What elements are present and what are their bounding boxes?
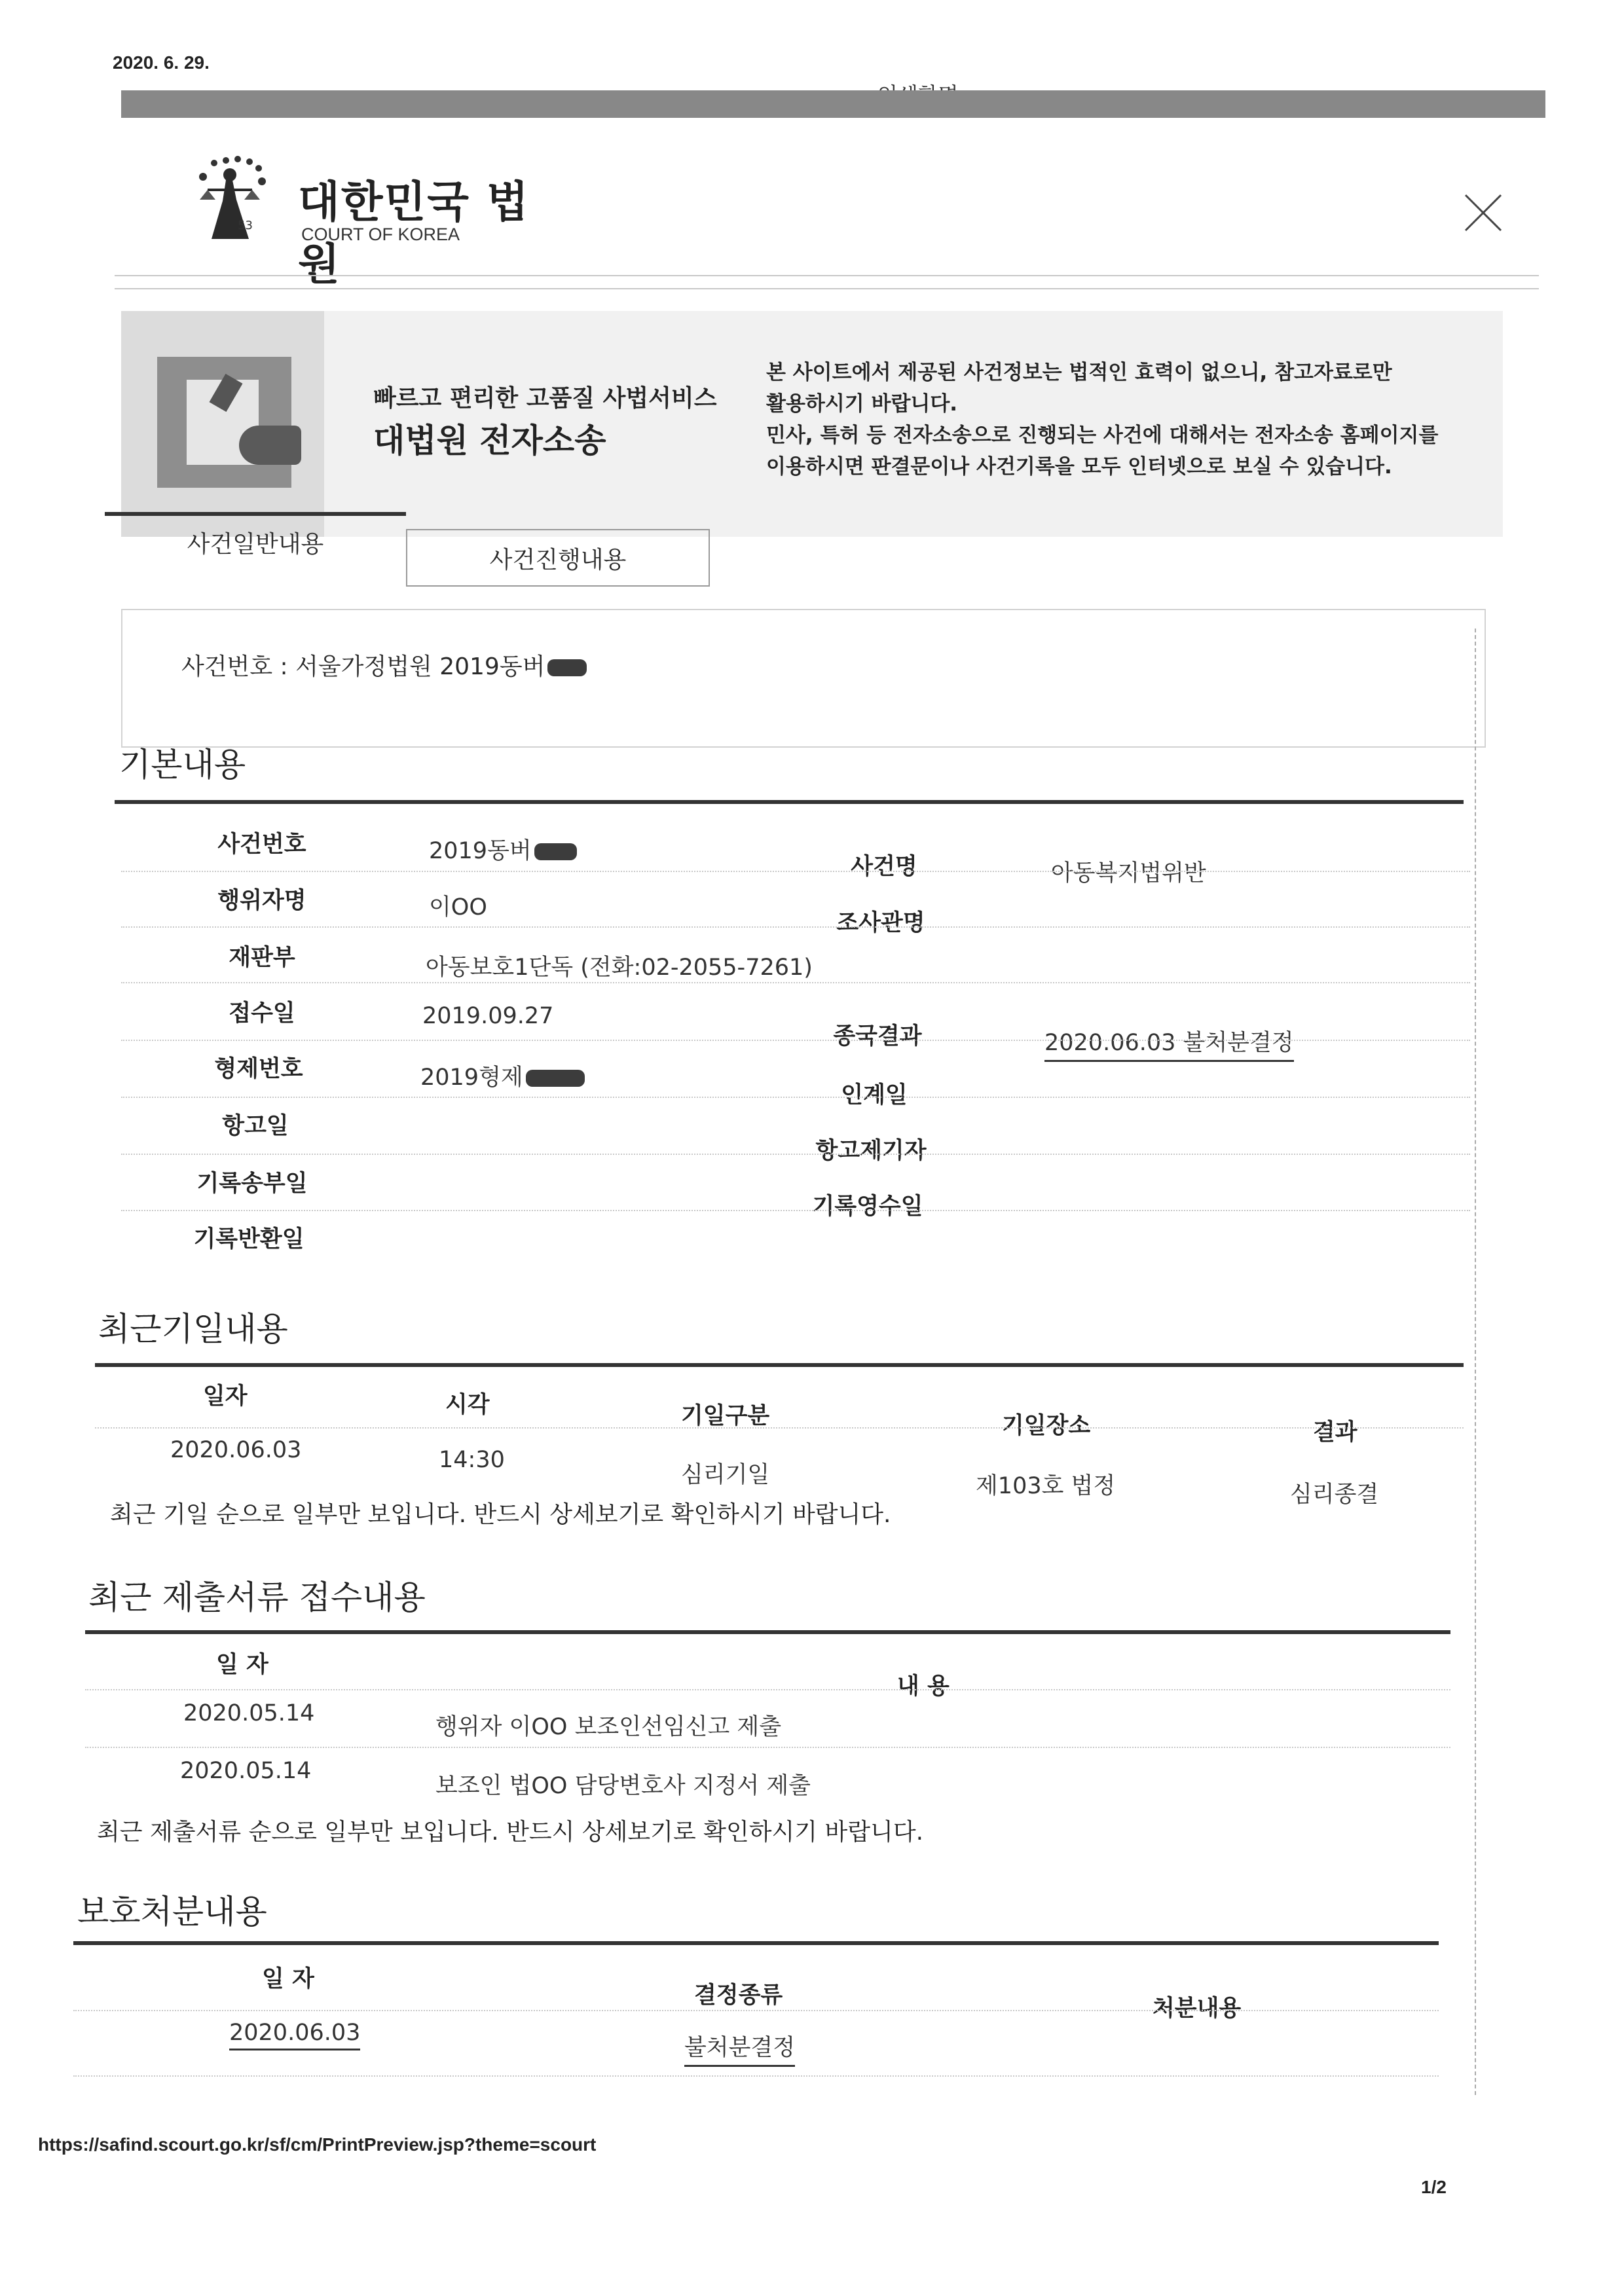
filing-content: 행위자 이OO 보조인선임신고 제출 bbox=[435, 1714, 782, 1740]
filing-content: 보조인 법OO 담당변호사 지정서 제출 bbox=[435, 1773, 811, 1799]
section-title-hearings: 최근기일내용 bbox=[98, 1310, 288, 1348]
row-separator bbox=[121, 1097, 1470, 1098]
row-separator bbox=[85, 1747, 1450, 1748]
row-separator bbox=[121, 1210, 1470, 1211]
close-button[interactable] bbox=[1460, 190, 1506, 236]
logo-english-text: COURT OF KOREA bbox=[301, 225, 460, 244]
svg-text:53: 53 bbox=[238, 219, 253, 232]
section-title-disposition: 보호처분내용 bbox=[77, 1893, 267, 1931]
notice-line: 활용하시기 바랍니다. bbox=[766, 392, 958, 416]
hearing-type: 심리기일 bbox=[681, 1462, 770, 1488]
filings-header-date: 일 자 bbox=[216, 1652, 268, 1678]
value-receipt-date: 2019.09.27 bbox=[422, 1003, 554, 1029]
tab-case-general[interactable]: 사건일반내용 bbox=[105, 512, 406, 568]
e-litigation-banner[interactable] bbox=[121, 311, 1503, 537]
divider bbox=[115, 275, 1539, 276]
value-case-name: 아동복지법위반 bbox=[1051, 860, 1206, 886]
row-separator bbox=[121, 1154, 1470, 1155]
label-appeal-date: 항고일 bbox=[222, 1113, 289, 1139]
label-case-number: 사건번호 bbox=[217, 831, 306, 858]
label-record-received-date: 기록영수일 bbox=[812, 1194, 923, 1220]
value-court-division: 아동보호1단독 (전화:02-2055-7261) bbox=[426, 955, 813, 981]
tab-case-progress[interactable]: 사건진행내용 bbox=[406, 529, 710, 587]
row-separator bbox=[85, 1689, 1450, 1690]
section-rule bbox=[85, 1630, 1450, 1634]
footer-url: https://safind.scourt.go.kr/sf/cm/PrintPreview.jsp?theme=scourt bbox=[38, 2134, 597, 2155]
case-number-line bbox=[181, 648, 587, 682]
label-receipt-date: 접수일 bbox=[229, 1000, 295, 1027]
hearing-time: 14:30 bbox=[439, 1447, 505, 1473]
notice-line: 이용하시면 판결문이나 사건기록을 모두 인터넷으로 보실 수 있습니다. bbox=[766, 455, 1392, 479]
banner-notice bbox=[766, 357, 1493, 483]
filing-date: 2020.05.14 bbox=[183, 1700, 315, 1726]
value-final-result: 2020.06.03 불처분결정 bbox=[1044, 1025, 1294, 1062]
hearing-result: 심리종결 bbox=[1290, 1482, 1379, 1508]
row-separator bbox=[121, 926, 1470, 928]
section-title-filings: 최근 제출서류 접수내용 bbox=[88, 1578, 426, 1616]
banner-title: 대법원 전자소송 bbox=[373, 422, 606, 460]
row-separator bbox=[121, 1040, 1470, 1041]
notice-line: 민사, 특허 등 전자소송으로 진행되는 사건에 대해서는 전자소송 홈페이지를 bbox=[766, 424, 1439, 447]
hearings-note: 최근 기일 순으로 일부만 보입니다. 반드시 상세보기로 확인하시기 바랍니다. bbox=[110, 1501, 891, 1528]
label-record-sent-date: 기록송부일 bbox=[196, 1171, 308, 1197]
label-record-returned-date: 기록반환일 bbox=[193, 1226, 304, 1252]
notice-line: 본 사이트에서 제공된 사건정보는 법적인 효력이 없으니, 참고자료로만 bbox=[766, 361, 1392, 384]
label-appellant: 항고제기자 bbox=[815, 1138, 927, 1164]
disposition-header-content: 처분내용 bbox=[1153, 1995, 1242, 2022]
divider bbox=[115, 288, 1539, 289]
redaction-mark bbox=[534, 843, 577, 860]
hearing-date: 2020.06.03 bbox=[170, 1437, 302, 1463]
close-icon bbox=[1460, 190, 1506, 236]
print-date: 2020. 6. 29. bbox=[113, 52, 210, 73]
filings-note: 최근 제출서류 순으로 일부만 보입니다. 반드시 상세보기로 확인하시기 바랍니다. bbox=[97, 1819, 924, 1846]
filing-date: 2020.05.14 bbox=[180, 1758, 312, 1784]
value-offender-name: 이OO bbox=[429, 894, 487, 920]
top-bar bbox=[121, 90, 1545, 118]
court-emblem-icon bbox=[160, 141, 291, 259]
row-separator bbox=[121, 871, 1470, 872]
section-rule bbox=[115, 800, 1464, 804]
row-separator bbox=[121, 982, 1470, 983]
hearings-header-type: 기일구분 bbox=[681, 1403, 770, 1429]
hearings-header-date: 일자 bbox=[203, 1383, 248, 1410]
hearings-header-place: 기일장소 bbox=[1002, 1413, 1091, 1439]
label-handover-date: 인계일 bbox=[841, 1082, 908, 1108]
section-rule bbox=[95, 1363, 1464, 1367]
label-court-division: 재판부 bbox=[229, 945, 295, 971]
row-separator bbox=[95, 1427, 1464, 1429]
hearings-header-time: 시각 bbox=[445, 1392, 490, 1418]
section-rule bbox=[73, 1941, 1439, 1945]
row-separator bbox=[73, 2075, 1439, 2077]
label-case-name: 사건명 bbox=[851, 854, 917, 880]
label-investigator-name: 조사관명 bbox=[836, 910, 925, 936]
disposition-header-date: 일 자 bbox=[262, 1966, 314, 1992]
case-number-text: 사건번호 : 서울가정법원 2019동버 bbox=[181, 653, 545, 680]
court-logo bbox=[160, 141, 553, 289]
value-case-number: 2019동버 bbox=[429, 833, 577, 866]
disposition-header-decision-type: 결정종류 bbox=[694, 1982, 783, 2009]
row-separator bbox=[73, 2010, 1439, 2011]
banner-subtitle: 빠르고 편리한 고품질 사법서비스 bbox=[373, 385, 717, 412]
page-border bbox=[1475, 629, 1476, 2095]
case-number-box bbox=[121, 609, 1486, 748]
page-number: 1/2 bbox=[1421, 2177, 1447, 2197]
banner-illustration bbox=[121, 311, 324, 537]
label-final-result: 종국결과 bbox=[833, 1023, 922, 1049]
section-title-basic: 기본내용 bbox=[119, 746, 246, 784]
disposition-decision-type: 불처분결정 bbox=[684, 2030, 795, 2067]
filings-header-content: 내 용 bbox=[897, 1673, 950, 1700]
redaction-mark bbox=[547, 659, 587, 676]
hearings-header-result: 결과 bbox=[1313, 1419, 1357, 1446]
disposition-date: 2020.06.03 bbox=[229, 2020, 360, 2050]
value-prosecution-number: 2019형제 bbox=[420, 1059, 585, 1092]
logo-korean-text: 대한민국 법원 bbox=[298, 177, 530, 289]
label-offender-name: 행위자명 bbox=[217, 888, 306, 914]
label-prosecution-number: 형제번호 bbox=[214, 1056, 303, 1082]
hearing-place: 제103호 법정 bbox=[976, 1473, 1116, 1499]
redaction-mark bbox=[526, 1070, 585, 1087]
